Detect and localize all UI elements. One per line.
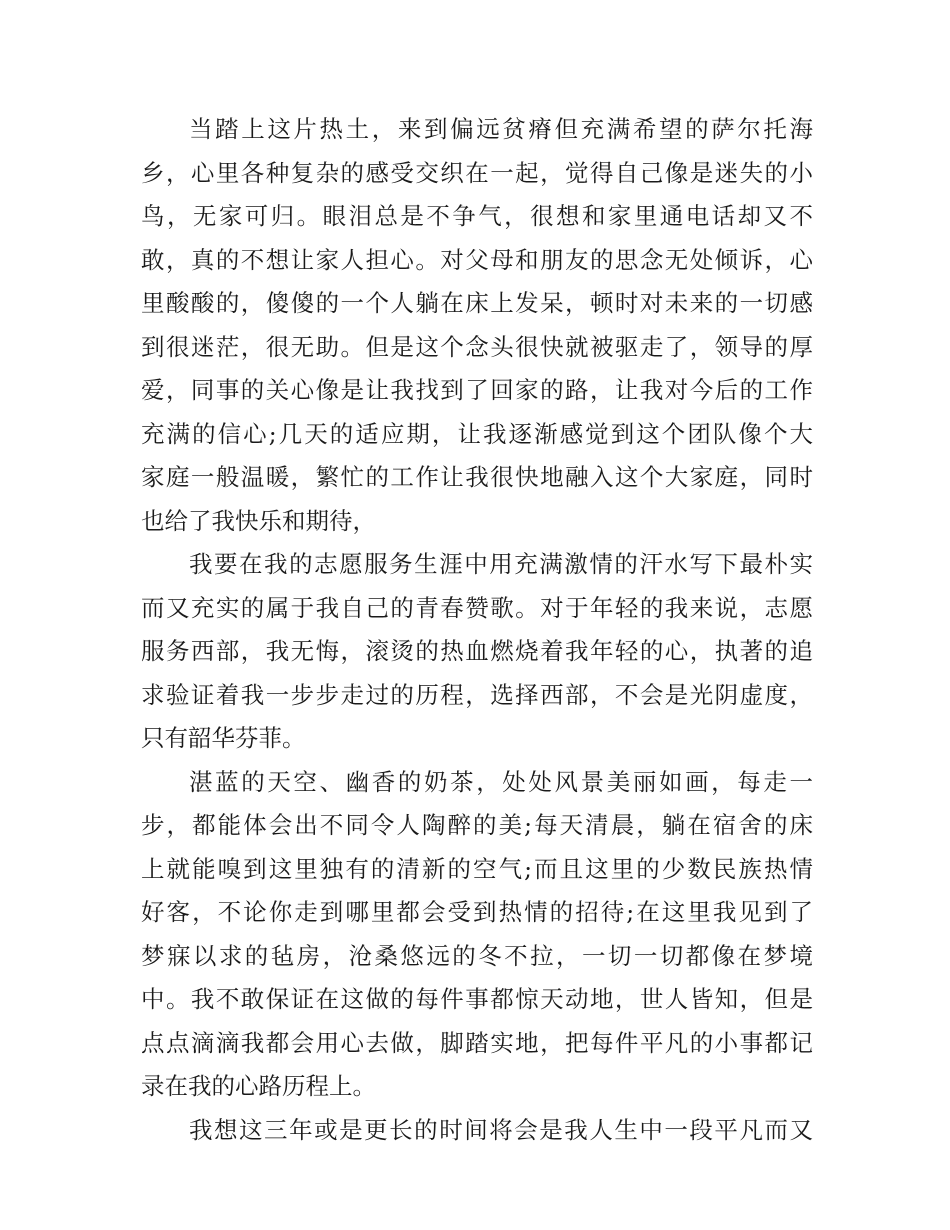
text-line: 好客，不论你走到哪里都会受到热情的招待;在这里我见到了 [141, 898, 813, 926]
paragraph [141, 543, 813, 761]
paragraph [141, 761, 813, 1109]
text-line: 当踏上这片热土，来到偏远贫瘠但充满希望的萨尔托海 [189, 115, 813, 143]
text-line: 中。我不敢保证在这做的每件事都惊天动地，世人皆知，但是 [141, 985, 813, 1013]
text-line: 步，都能体会出不同令人陶醉的美;每天清晨，躺在宿舍的床 [141, 811, 813, 839]
text-line: 点点滴滴我都会用心去做，脚踏实地，把每件平凡的小事都记 [141, 1028, 813, 1057]
text-line: 梦寐以求的毡房，沧桑悠远的冬不拉，一切一切都像在梦境 [141, 941, 813, 970]
paragraph [141, 1109, 813, 1153]
text-line: 里酸酸的，傻傻的一个人躺在床上发呆，顿时对未来的一切感 [141, 289, 813, 317]
text-line: 鸟，无家可归。眼泪总是不争气，很想和家里通电话却又不 [141, 202, 813, 230]
text-line: 求验证着我一步步走过的历程，选择西部，不会是光阴虚度， [141, 680, 813, 709]
text-line: 上就能嗅到这里独有的清新的空气;而且这里的少数民族热情 [141, 854, 813, 883]
text-line: 爱，同事的关心像是让我找到了回家的路，让我对今后的工作 [141, 376, 813, 404]
text-line: 而又充实的属于我自己的青春赞歌。对于年轻的我来说，志愿 [141, 593, 813, 622]
text-line: 录在我的心路历程上。 [141, 1072, 376, 1100]
text-line: 只有韶华芬菲。 [141, 724, 306, 752]
text-line: 家庭一般温暖，繁忙的工作让我很快地融入这个大家庭，同时 [141, 463, 813, 491]
text-line: 我要在我的志愿服务生涯中用充满激情的汗水写下最朴实 [189, 550, 813, 578]
text-line: 我想这三年或是更长的时间将会是我人生中一段平凡而又 [189, 1115, 813, 1144]
text-line: 充满的信心;几天的适应期，让我逐渐感觉到这个团队像个大 [141, 419, 813, 448]
text-line: 也给了我快乐和期待， [141, 506, 376, 535]
document-body [141, 108, 813, 1152]
paragraph [141, 108, 813, 543]
text-line: 服务西部，我无悔，滚烫的热血燃烧着我年轻的心，执著的追 [141, 637, 813, 665]
text-line: 敢，真的不想让家人担心。对父母和朋友的思念无处倾诉，心 [141, 245, 813, 274]
text-line: 乡，心里各种复杂的感受交织在一起，觉得自己像是迷失的小 [141, 158, 813, 187]
text-line: 到很迷茫，很无助。但是这个念头很快就被驱走了，领导的厚 [141, 332, 813, 361]
text-line: 湛蓝的天空、幽香的奶茶，处处风景美丽如画，每走一 [189, 767, 813, 796]
